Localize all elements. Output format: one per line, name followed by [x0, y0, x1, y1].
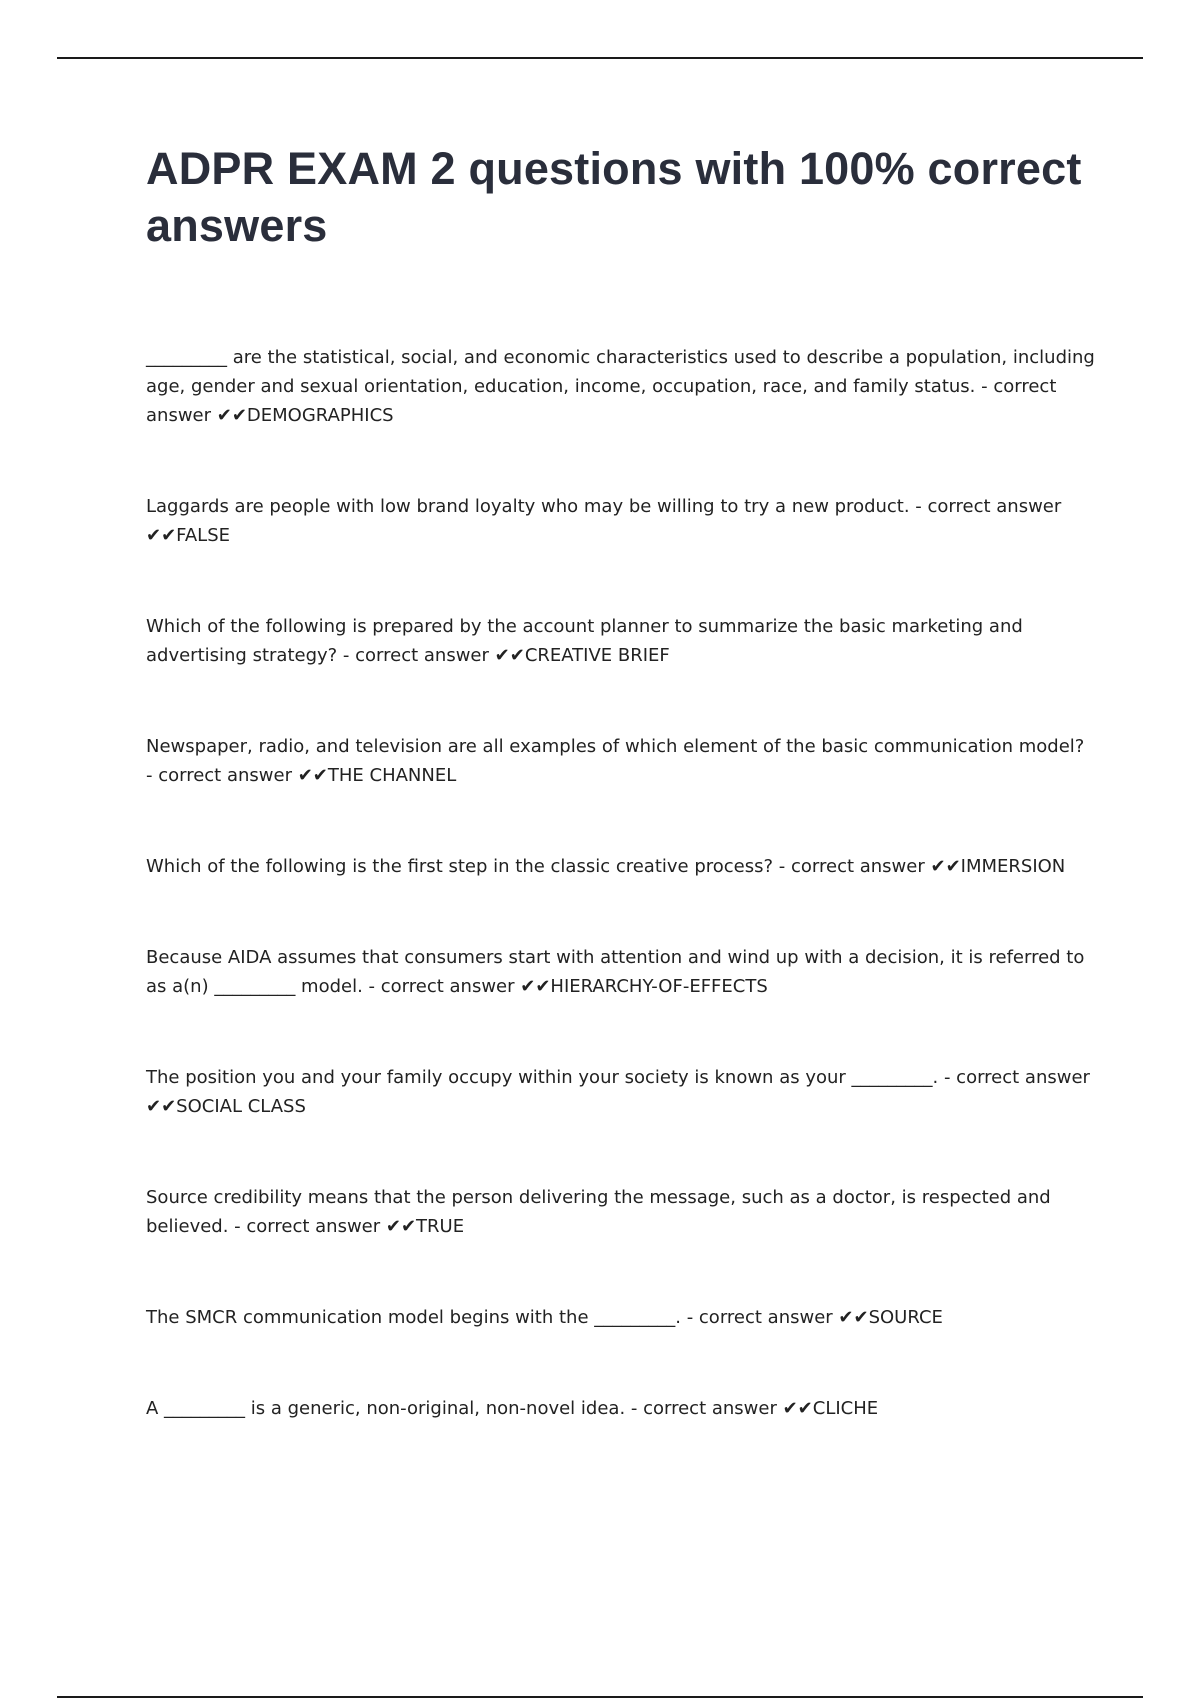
check-mark-icon: ✔✔ [216, 405, 247, 426]
qa-item [146, 612, 1096, 670]
answer-text: HIERARCHY-OF-EFFECTS [550, 976, 768, 997]
check-mark-icon: ✔✔ [782, 1398, 813, 1419]
check-mark-icon: ✔✔ [146, 525, 177, 546]
bottom-rule [57, 1696, 1143, 1698]
question-text: _________ are the statistical, social, and economic characteristics used to describe a population, including age, gender and sexual orientation, education, income, occupation, race, and family status. - correct answer [146, 347, 1095, 426]
check-mark-icon: ✔✔ [520, 976, 551, 997]
document-title: ADPR EXAM 2 questions with 100% correct answers [146, 143, 1082, 251]
answer-text: CLICHE [812, 1398, 879, 1419]
question-text: Which of the following is the first step in the classic creative process? - correct answer [146, 856, 931, 877]
check-mark-icon: ✔✔ [838, 1307, 869, 1328]
qa-item [146, 1183, 1096, 1241]
question-text: Newspaper, radio, and television are all examples of which element of the basic communication model? - correct answer [146, 736, 1085, 786]
answer-text: SOCIAL CLASS [176, 1096, 306, 1117]
answer-text: TRUE [416, 1216, 465, 1237]
answer-text: THE CHANNEL [327, 765, 457, 786]
answer-text: SOURCE [868, 1307, 943, 1328]
question-text: Because AIDA assumes that consumers start with attention and wind up with a decision, it is referred to as a(n) _________ model. - correct answer [146, 947, 1085, 997]
check-mark-icon: ✔✔ [494, 645, 525, 666]
check-mark-icon: ✔✔ [930, 856, 961, 877]
question-text: The position you and your family occupy within your society is known as your _________. - correct answer [146, 1067, 1090, 1088]
answer-text: CREATIVE BRIEF [524, 645, 670, 666]
question-text: Laggards are people with low brand loyalty who may be willing to try a new product. - correct answer [146, 496, 1062, 517]
check-mark-icon: ✔✔ [297, 765, 328, 786]
question-text: A _________ is a generic, non-original, non-novel idea. - correct answer [146, 1398, 783, 1419]
top-rule [57, 57, 1143, 59]
qa-item [146, 1303, 1096, 1332]
qa-item [146, 492, 1096, 550]
question-text: The SMCR communication model begins with the _________. - correct answer [146, 1307, 839, 1328]
answer-text: IMMERSION [960, 856, 1066, 877]
document-body [146, 140, 1096, 1485]
qa-item [146, 732, 1096, 790]
qa-item [146, 943, 1096, 1001]
check-mark-icon: ✔✔ [385, 1216, 417, 1237]
answer-text: FALSE [176, 525, 231, 546]
check-mark-icon: ✔✔ [146, 1096, 177, 1117]
qa-item [146, 1063, 1096, 1121]
qa-item [146, 852, 1096, 881]
qa-item [146, 1394, 1096, 1423]
qa-list [146, 343, 1096, 1423]
qa-item [146, 343, 1096, 430]
question-text: Source credibility means that the person delivering the message, such as a doctor, is respected and believed. - correct answer [146, 1187, 1051, 1237]
question-text: Which of the following is prepared by the account planner to summarize the basic marketing and advertising strategy? - correct answer [146, 616, 1023, 666]
answer-text: DEMOGRAPHICS [246, 405, 394, 426]
